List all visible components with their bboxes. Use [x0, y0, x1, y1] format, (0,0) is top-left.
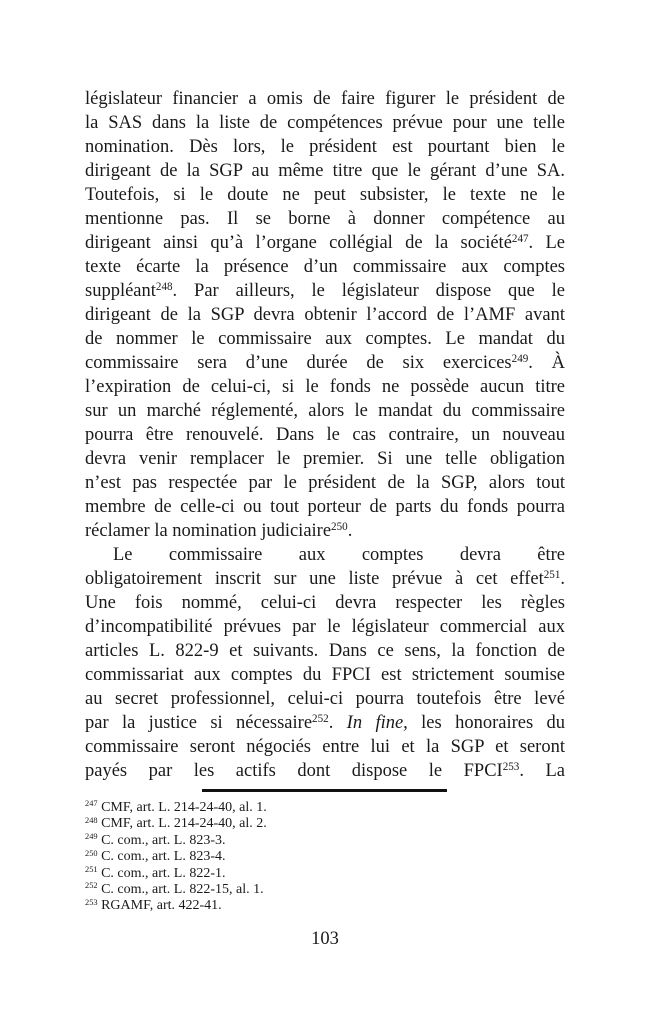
text-segment: texte écarte la présence d’un commissaire aux comptes [85, 257, 565, 277]
text-line [85, 327, 565, 351]
text-line [85, 615, 565, 639]
text-segment: Le commissaire aux comptes devra être [113, 545, 565, 565]
footnote-text: C. com., art. L. 823-4. [97, 849, 226, 865]
footnote-ref: 252 [312, 712, 329, 725]
text-segment: dirigeant de la SGP au même titre que le gérant d’une SA. [85, 161, 565, 181]
text-line [85, 423, 565, 447]
page-number: 103 [311, 929, 339, 949]
text-line [85, 711, 565, 735]
text-segment: dirigeant ainsi qu’à l’organe collégial de la société [85, 233, 512, 253]
text-segment: Toutefois, si le doute ne peut subsister, le texte ne le [85, 185, 565, 205]
footnote-ref: 251 [543, 568, 561, 581]
text-segment: suppléant [85, 281, 156, 301]
text-line [85, 399, 565, 423]
footnote [85, 833, 565, 849]
text-line [85, 279, 565, 303]
footnote-number: 252 [85, 881, 98, 891]
text-segment: . La [519, 761, 565, 781]
footnote [85, 898, 565, 914]
text-line [85, 207, 565, 231]
text-segment: au secret professionnel, celui-ci pourra toutefois être levé [85, 689, 565, 709]
text-segment: articles L. 822-9 et suivants. Dans ce sens, la fonction de [85, 641, 565, 661]
text-segment: . À [528, 353, 565, 373]
footnote-number: 253 [85, 897, 98, 907]
text-line [85, 111, 565, 135]
text-segment: In fine, [346, 713, 408, 733]
footnote-number: 249 [85, 832, 98, 842]
body-text [85, 87, 565, 783]
text-line [85, 183, 565, 207]
text-line [85, 375, 565, 399]
footnote [85, 849, 565, 865]
text-line [85, 495, 565, 519]
text-line [85, 231, 565, 255]
footnote [85, 882, 565, 898]
footnote [85, 866, 565, 882]
text-segment: . [560, 569, 565, 589]
footnote-ref: 253 [502, 760, 520, 773]
text-line [85, 639, 565, 663]
footnote-ref: 250 [331, 520, 348, 533]
footnote-number: 247 [85, 799, 98, 809]
text-segment: . [328, 713, 347, 733]
footnote-ref: 249 [511, 352, 529, 365]
text-segment: payés par les actifs dont dispose le FPCI [85, 761, 503, 781]
text-line [85, 663, 565, 687]
text-segment: devra venir remplacer le premier. Si une telle obligation [85, 449, 565, 469]
text-segment: commissaire sera d’une durée de six exercices [85, 353, 512, 373]
footnote-number: 248 [85, 815, 98, 825]
text-segment: nomination. Dès lors, le président est pourtant bien le [85, 137, 565, 157]
text-line [85, 471, 565, 495]
text-segment: Une fois nommé, celui-ci devra respecter les règles [85, 593, 565, 613]
text-segment: . Par ailleurs, le législateur dispose que le [172, 281, 565, 301]
text-segment: . [347, 521, 353, 541]
text-line [85, 735, 565, 759]
text-line [85, 519, 565, 543]
text-line [85, 543, 565, 567]
footnote-text: C. com., art. L. 822-15, al. 1. [97, 881, 264, 897]
text-segment: pourra être renouvelé. Dans le cas contraire, un nouveau [85, 425, 565, 445]
text-segment: . Le [528, 233, 565, 253]
text-line [85, 567, 565, 591]
footnote-text: C. com., art. L. 822-1. [97, 865, 226, 881]
text-segment: n’est pas respectée par le président de la SGP, alors tout [85, 473, 565, 493]
text-segment: d’incompatibilité prévues par le législateur commercial aux [85, 617, 565, 637]
text-segment: commissariat aux comptes du FPCI est strictement soumise [85, 665, 565, 685]
text-segment: obligatoirement inscrit sur une liste prévue à cet effet [85, 569, 544, 589]
footnote-number: 251 [85, 864, 98, 874]
text-line [85, 351, 565, 375]
footnote-text: C. com., art. L. 823-3. [97, 832, 226, 848]
footnote-ref: 248 [155, 280, 173, 293]
footnote [85, 816, 565, 832]
text-line [85, 255, 565, 279]
footnote-number: 250 [85, 848, 98, 858]
text-line [85, 591, 565, 615]
text-segment: réclamer la nomination judiciaire [85, 521, 332, 541]
text-line [85, 759, 565, 783]
footnote-ref: 247 [511, 232, 529, 245]
text-segment: législateur financier a omis de faire figurer le président de [85, 89, 565, 109]
footnote-text: CMF, art. L. 214-24-40, al. 2. [97, 816, 267, 832]
text-segment: la SAS dans la liste de compétences prévue pour une telle [85, 113, 565, 133]
text-segment: commissaire seront négociés entre lui et la SGP et seront [85, 737, 565, 757]
text-line [85, 447, 565, 471]
footnotes [85, 800, 565, 915]
text-segment: par la justice si nécessaire [85, 713, 313, 733]
text-line [85, 159, 565, 183]
footnote [85, 800, 565, 816]
text-segment: mentionne pas. Il se borne à donner compétence au [85, 209, 565, 229]
text-segment: de nommer le commissaire aux comptes. Le mandat du [85, 329, 565, 349]
text-line [85, 87, 565, 111]
text-segment: membre de celle-ci ou tout porteur de parts du fonds pourra [85, 497, 565, 517]
text-segment: l’expiration de celui-ci, si le fonds ne possède aucun titre [85, 377, 565, 397]
footnote-text: CMF, art. L. 214-24-40, al. 1. [97, 800, 267, 815]
footnote-text: RGAMF, art. 422-41. [97, 898, 222, 914]
text-line [85, 303, 565, 327]
footnote-separator [202, 789, 447, 792]
text-line [85, 687, 565, 711]
text-segment: les honoraires du [407, 713, 566, 733]
text-segment: sur un marché réglementé, alors le mandat du commissaire [85, 401, 565, 421]
text-segment: dirigeant de la SGP devra obtenir l’accord de l’AMF avant [85, 305, 565, 325]
text-line [85, 135, 565, 159]
